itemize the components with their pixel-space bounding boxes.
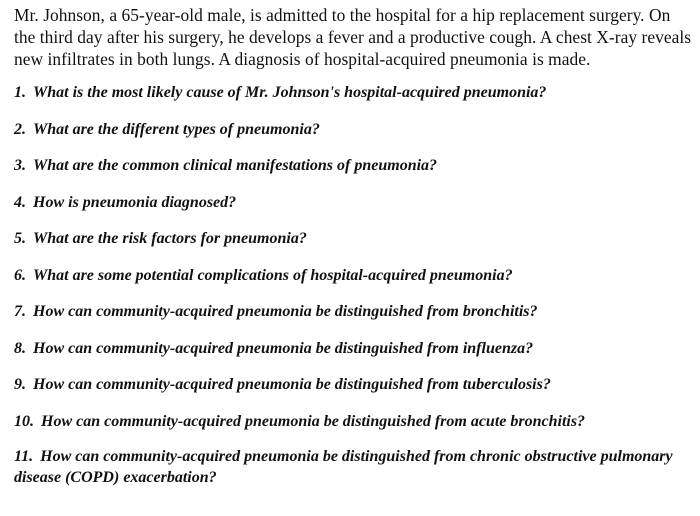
question-number: 11. [14, 448, 34, 465]
question-text: How is pneumonia diagnosed? [33, 193, 237, 211]
document-page [14, 4, 694, 504]
question-number: 10. [14, 412, 34, 430]
question-number: 3. [14, 157, 26, 174]
question-text: How can community-acquired pneumonia be distinguished from influenza? [33, 339, 534, 357]
question-item-7 [14, 301, 694, 322]
question-text: What are the common clinical manifestations of pneumonia? [33, 157, 438, 174]
question-item-3 [14, 155, 694, 176]
question-item-2 [14, 119, 694, 140]
question-list [14, 82, 694, 488]
question-text: How can community-acquired pneumonia be distinguished from acute bronchitis? [41, 412, 586, 430]
question-text: What are some potential complications of hospital-acquired pneumonia? [33, 266, 513, 284]
question-item-8 [14, 338, 694, 359]
question-text: What are the risk factors for pneumonia? [33, 230, 307, 247]
question-item-6 [14, 265, 694, 286]
question-number: 5. [14, 230, 26, 247]
question-text: How can community-acquired pneumonia be distinguished from bronchitis? [33, 303, 538, 320]
question-item-5 [14, 228, 694, 249]
question-item-9 [14, 374, 694, 395]
question-number: 8. [14, 339, 26, 357]
question-text: How can community-acquired pneumonia be distinguished from chronic obstructive pulmonary disease (COPD) exacerbation? [14, 448, 673, 486]
question-item-10 [14, 411, 694, 432]
question-number: 9. [14, 376, 26, 393]
question-text: How can community-acquired pneumonia be distinguished from tuberculosis? [33, 376, 551, 393]
question-number: 4. [14, 193, 26, 211]
question-text: What are the different types of pneumonia? [33, 120, 320, 138]
question-number: 7. [14, 303, 26, 320]
question-number: 1. [14, 84, 26, 101]
question-item-4 [14, 192, 694, 213]
question-number: 6. [14, 266, 26, 284]
case-intro-paragraph: Mr. Johnson, a 65-year-old male, is admitted to the hospital for a hip replacement surgery. On the third day after his surgery, he develops a fever and a productive cough. A chest X-ray reveals new infiltrates in both lungs. A diagnosis of hospital-acquired pneumonia is made. [14, 5, 692, 69]
question-item-1 [14, 82, 694, 103]
question-item-11 [14, 446, 694, 488]
question-number: 2. [14, 120, 26, 138]
question-text: What is the most likely cause of Mr. Johnson's hospital-acquired pneumonia? [33, 84, 547, 101]
